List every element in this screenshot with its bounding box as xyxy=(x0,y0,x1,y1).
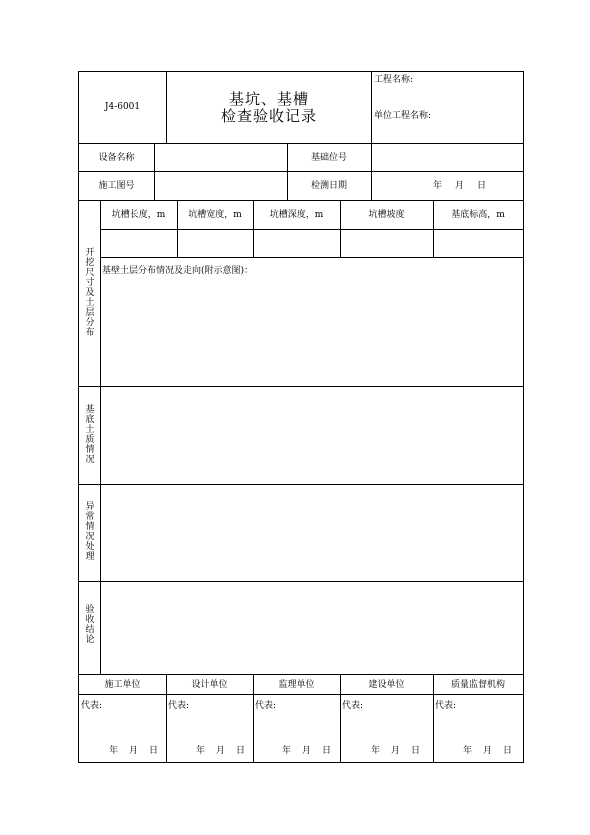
sign-unit-owner: 建设单位 xyxy=(368,680,405,690)
dim-col-elevation: 基底标高，m xyxy=(451,210,505,220)
rule-info-a xyxy=(154,143,155,200)
sign-date-day-2: 日 xyxy=(236,746,246,756)
sign-unit-supervision: 监理单位 xyxy=(278,680,315,690)
equipment-name-label: 设备名称 xyxy=(98,153,135,163)
sign-date-month-2: 月 xyxy=(216,746,226,756)
sign-unit-design: 设计单位 xyxy=(191,680,228,690)
sign-date-year-4: 年 xyxy=(371,746,381,756)
inspection-date-year: 年 xyxy=(433,181,443,191)
dim-col-length: 坑槽长度，m xyxy=(111,210,166,220)
sign-date-month-3: 月 xyxy=(302,746,312,756)
sign-unit-quality: 质量监督机构 xyxy=(450,680,505,690)
sign-date-month-1: 月 xyxy=(129,746,139,756)
rule-info-middle xyxy=(79,171,523,172)
rule-header-right xyxy=(371,72,372,143)
rep-label-3: 代表: xyxy=(255,701,277,711)
sign-unit-construction: 施工单位 xyxy=(104,680,141,690)
rule-base-bottom xyxy=(79,484,523,485)
unit-project-name-label: 单位工程名称: xyxy=(374,111,432,121)
rule-abnormal-bottom xyxy=(79,581,523,582)
sign-date-day-4: 日 xyxy=(411,746,421,756)
project-name-label: 工程名称: xyxy=(374,75,414,85)
soil-distribution-label: 基壁土层分布情况及走向(附示意图)： xyxy=(102,266,254,276)
form-title-line1: 基坑、基槽 xyxy=(228,90,309,108)
rep-label-5: 代表: xyxy=(435,701,457,711)
form-code: J4-6001 xyxy=(104,102,141,112)
inspection-date-day: 日 xyxy=(477,181,487,191)
rule-side-column xyxy=(100,200,101,674)
rule-info-bottom xyxy=(79,200,523,201)
dim-col-width: 坑槽宽度，m xyxy=(188,210,242,220)
rule-dims-values xyxy=(100,257,523,258)
rep-label-1: 代表: xyxy=(81,701,103,711)
sign-date-month-5: 月 xyxy=(483,746,493,756)
rule-conclusion-bottom xyxy=(79,674,523,675)
sign-date-day-1: 日 xyxy=(149,746,159,756)
dim-col-depth: 坑槽深度，m xyxy=(269,210,324,220)
rep-label-4: 代表: xyxy=(342,701,364,711)
sign-date-year-3: 年 xyxy=(282,746,292,756)
rule-info-c xyxy=(371,143,372,200)
rep-label-2: 代表: xyxy=(168,701,190,711)
form-title-line2: 检查验收记录 xyxy=(220,107,317,125)
inspection-date-label: 检测日期 xyxy=(310,181,347,191)
sign-date-year-2: 年 xyxy=(196,746,206,756)
sign-date-month-4: 月 xyxy=(391,746,401,756)
rule-units-bottom xyxy=(79,694,523,695)
base-soil-section-label: 基底土质情况 xyxy=(85,405,95,465)
rule-soil-bottom xyxy=(79,386,523,387)
inspection-date-month: 月 xyxy=(455,181,465,191)
foundation-position-label: 基础位号 xyxy=(310,153,347,163)
rule-header-bottom xyxy=(79,143,523,144)
dim-col-slope: 坑槽坡度 xyxy=(368,210,405,220)
sign-date-day-3: 日 xyxy=(322,746,332,756)
rule-dims-header xyxy=(100,229,523,230)
construction-drawing-label: 施工图号 xyxy=(98,181,135,191)
sign-date-day-5: 日 xyxy=(503,746,513,756)
sign-date-year-5: 年 xyxy=(463,746,473,756)
conclusion-section-label: 验收结论 xyxy=(85,605,95,645)
inspection-form xyxy=(78,71,524,763)
excavation-section-label: 开挖尺寸及土层分布 xyxy=(85,248,95,338)
sign-date-year-1: 年 xyxy=(109,746,119,756)
abnormal-section-label: 异常情况处理 xyxy=(85,502,95,562)
